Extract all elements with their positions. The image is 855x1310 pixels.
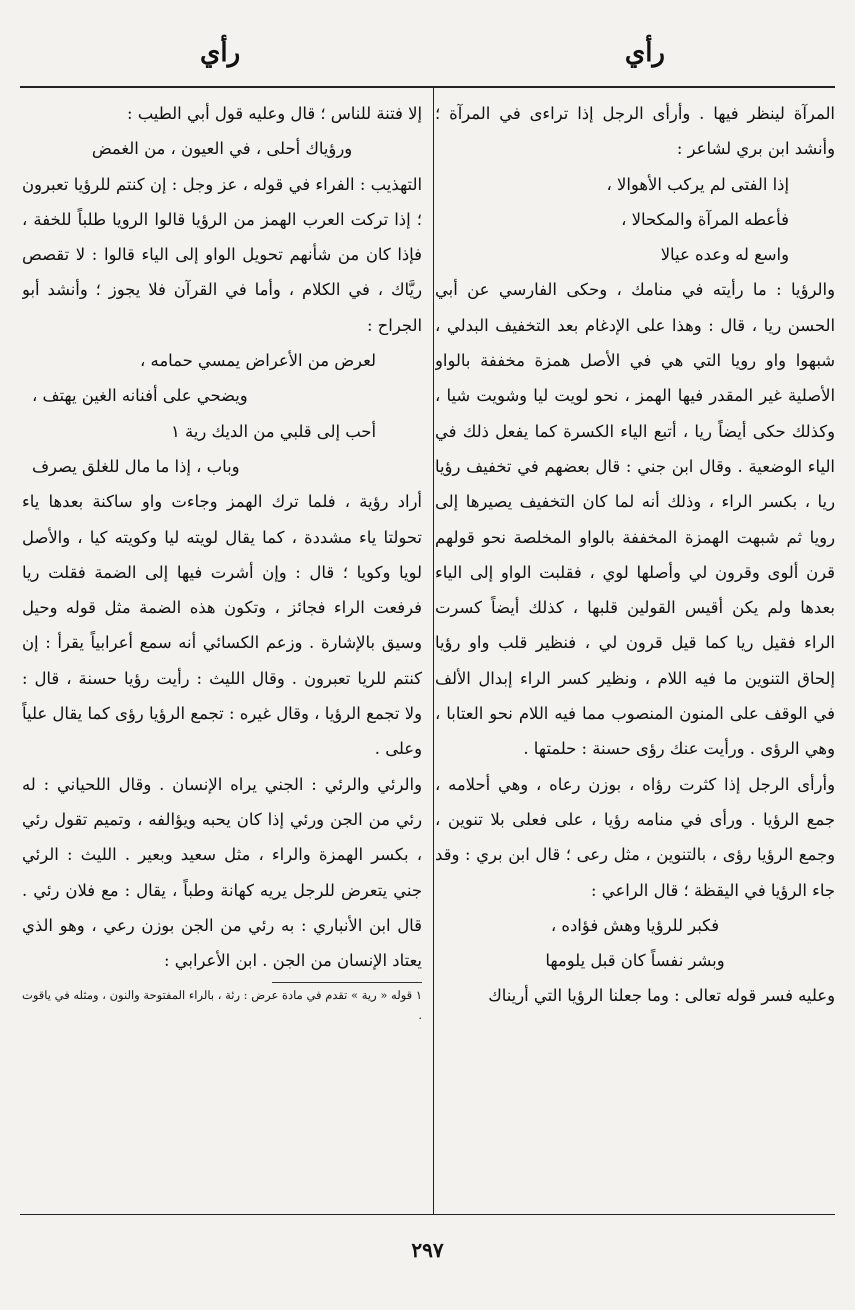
verse-line: فكبر للرؤيا وهش فؤاده ،: [550, 915, 720, 935]
paragraph: وأرأى الرجل إذا كثرت رؤاه ، بوزن رعاه ، وهي أحلامه ، جمع الرؤيا . ورأى في منامه رؤيا ، على فعلى بلا تنوين ، وجمع الرؤيا رؤى ، بالتنوين ، مثل رعى ؛ قال ابن بري : وقد جاء الرؤيا في اليقظة ؛ قال الراعي :: [435, 774, 835, 900]
paragraph: المرآة لينظر فيها . وأرأى الرجل إذا تراءى في المرآة ؛ وأنشد ابن بري لشاعر :: [435, 104, 835, 159]
right-column: [435, 96, 835, 1206]
verse-line: واسع له وعده عيالا: [660, 245, 789, 265]
footnote-line: ١ قوله « رية » تقدم في مادة عرض : رئة ، بالراء المفتوحة والنون ، ومثله في ياقوت .: [22, 988, 422, 1023]
column-divider: [433, 86, 434, 1214]
verse-line: ويضحي على أفنانه الغين يهتف ،: [32, 386, 248, 406]
footnote: [22, 985, 422, 1025]
paragraph: إلا فتنة للناس ؛ قال وعليه قول أبي الطيب :: [126, 104, 422, 123]
paragraph: والرئي والرئي : الجني يراه الإنسان . وقال اللحياني : له رئي من الجن ورئي إذا كان يحبه ويؤالفه ، وتميم تقول رئي ، بكسر الهمزة والراء ، مثل سعيد وبعير . الليث : الرئي جني يتعرض للرجل يريه كهانة وطباً ، يقال : مع فلان رئي . قال ابن الأنباري : به رئي من الجن بوزن رعي ، وهو الذي يعتاد الإنسان من الجن . ابن الأعرابي :: [22, 774, 422, 971]
verse-line: ورؤياك أحلى ، في العيون ، من الغمض: [91, 139, 353, 159]
verse-line: فأعطه المرآة والمكحالا ،: [621, 209, 789, 229]
verse-line: أحب إلى قلبي من الديك رية ١: [171, 421, 376, 441]
paragraph: والرؤيا : ما رأيته في منامك ، وحكى الفارسي عن أبي الحسن ريا ، قال : وهذا على الإدغام بعد التخفيف البدلي ، شبهوا واو رويا التي هي في الأصل همزة مخففة بالواو الأصلية غير المقدر فيها الهمز ، نحو لويت ليا وشويت شيا ، وكذلك حكى أيضاً ريا ، أتبع الياء الكسرة كما يفعل ذلك في الياء الوضعية . وقال ابن جني : قال بعضهم في تخفيف رؤيا ريا ، بكسر الراء ، وذلك أنه لما كان التخفيف يصيرها إلى رويا ثم شبهت الهمزة المخففة بالواو المخلصة نحو قولهم قرن ألوى وقرون لي وأصلها لوي ، فقلبت الواو إلى الياء بعدها ولم يكن أقيس القولين قلبها ، كذلك أيضاً كسرت الراء فقيل ريا كما قيل قرون لي ، فنظير قلب واو رؤيا إلحاق التنوين ما فيه اللام ، ونظير كسر الراء إبدال الألف في الوقف على المنون المنصوب مما فيه اللام نحو العتابا ، وهي الرؤى . ورأيت عنك رؤى حسنة : حلمتها .: [435, 280, 835, 759]
paragraph: التهذيب : الفراء في قوله ، عز وجل : إن كنتم للرؤيا تعبرون ؛ إذا تركت العرب الهمز من الرؤيا قالوا الرويا طلباً للخفة ، فإذا كان من شأنهم تحويل الواو إلى الياء قالوا : لا تقصص ريَّاك ، في الكلام ، وأما في القرآن فلا يجوز ؛ وأنشد أبو الجراح :: [22, 174, 422, 335]
paragraph: وعليه فسر قوله تعالى : وما جعلنا الرؤيا التي أريناك: [488, 986, 835, 1006]
top-rule: [20, 86, 835, 88]
left-column: [22, 96, 422, 1206]
verse-line: إذا الفتى لم يركب الأهوالا ،: [606, 174, 789, 194]
verse-line: لعرض من الأعراض يمسي حمامه ،: [140, 351, 376, 371]
page-number: ٢٩٧: [411, 1238, 444, 1262]
header-word-right: رأي: [624, 38, 665, 68]
bottom-rule: [20, 1214, 835, 1215]
header-word-left: رأي: [200, 38, 241, 68]
paragraph: أراد رؤية ، فلما ترك الهمز وجاءت واو ساكنة بعدها ياء تحولتا ياء مشددة ، كما يقال لويته ليا وكويته كيا ، والأصل لويا وكويا ؛ قال : وإن أشرت فيها إلى الضمة فقلت ريا فرفعت الراء فجائز ، وتكون هذه الضمة مثل قوله وحيل وسيق بالإشارة . وزعم الكسائي أنه سمع أعرابياً يقرأ : إن كنتم للريا تعبرون . وقال الليث : رأيت رؤيا حسنة ، قال : ولا تجمع الرؤيا ، وقال غيره : تجمع الرؤيا رؤى كما يقال علياً وعلى .: [22, 492, 422, 759]
verse-line: وبشر نفساً كان قبل يلومها: [545, 951, 725, 971]
verse-line: وباب ، إذا ما مال للغلق يصرف: [32, 456, 240, 476]
footnote-rule: [272, 982, 422, 983]
